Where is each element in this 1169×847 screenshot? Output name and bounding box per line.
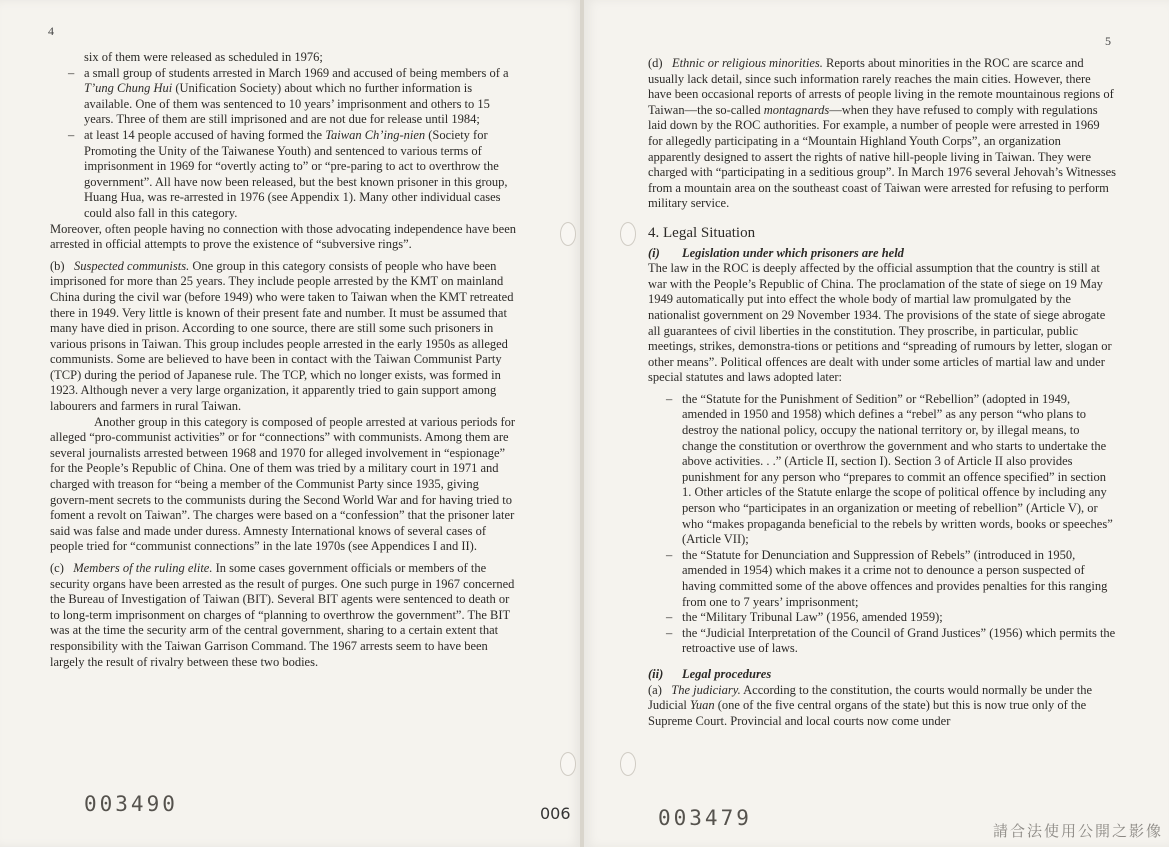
paragraph: (c) Members of the ruling elite. In some cases government officials or members of the security organs have been arrested as the result of purges. One such purge in 1967 concerned the Bureau of Investigation of Taiwan (BIT). Several BIT agents were sentenced to death or to long-term imprisonment on charges of “planning to overthrow the government”. The BIT was at the time the security arm of the central government, sharing to a certain extent that responsibility with the Taiwan Garrison Command. The 1967 arrests seem to have been largely the result of rivalry between these two bodies.	[50, 561, 515, 669]
right-page-text	[648, 56, 1116, 729]
subsection-number: (i)	[648, 245, 660, 260]
subsection-heading	[648, 667, 1116, 683]
document-stamp-number: 003490	[84, 792, 178, 816]
right-page	[584, 0, 1169, 847]
binding-hole	[620, 222, 636, 246]
paragraph: The law in the ROC is deeply affected by the official assumption that the country is still at war with the People’s Republic of China. The proclamation of the state of siege on 19 May 1949 automatically put into effect the whole body of martial law promulgated by the nationalist government on 29 November 1934. The provisions of the state of siege abrogate all guarantees of civil liberties in the constitution. They proscribe, in particular, public meetings, strikes, demonstra-tions or petitions and “spreading of rumours by letter, slogan or other means”. Political offences are dealt with under some articles of martial law and under special statutes and laws adopted later:	[648, 261, 1112, 385]
paragraph: (d) Ethnic or religious minorities. Reports about minorities in the ROC are scarce and usually lack detail, since such information rarely reaches the main cities. However, there have been occasional reports of arrests of people living in the remote mountainous regions of Taiwan—the so-called montagnards—when they have refused to comply with regulations laid down by the ROC authorities. For example, a number of people were arrested in 1969 for allegedly participating in a “Mountain Highland Youth Corps”, an organization apparently designed to assert the rights of native hill-people living in Taiwan. They were charged with “participating in a seditious group”. In March 1976 several Jehovah’s Witnesses from a mountain area on the southeast coast of Taiwan were arrested for refusing to perform military service.	[648, 56, 1117, 211]
watermark: 請合法使用公開之影像	[992, 822, 1163, 840]
binding-hole	[620, 752, 636, 776]
list-item: – the “Judicial Interpretation of the Council of Grand Justices” (1956) which permits the retroactive use of laws.	[648, 626, 1116, 657]
subsection-title: Legal procedures	[682, 666, 772, 681]
document-stamp-number: 003479	[658, 806, 752, 830]
subsection-number: (ii)	[648, 666, 664, 681]
binding-hole	[560, 752, 576, 776]
paragraph: (a) The judiciary. According to the constitution, the courts would normally be under the Judicial Yuan (one of the five central organs of the state) but this is now true only of the Supreme Court. Provincial and local courts now come under	[648, 682, 1093, 728]
page-number: 4	[48, 24, 54, 38]
list-item: – the “Statute for Denunciation and Suppression of Rebels” (introduced in 1950, amended in 1954) which makes it a crime not to denounce a person suspected of having committed some of the above offences and provides penalties for this ranging from one to 7 years’ imprisonment;	[648, 548, 1116, 610]
subsection-heading	[648, 246, 1116, 262]
left-page-text	[50, 50, 520, 670]
list-item: – the “Military Tribunal Law” (1956, amended 1959);	[648, 610, 1116, 626]
binding-hole	[560, 222, 576, 246]
page-number: 5	[1105, 34, 1111, 48]
subsection-title: Legislation under which prisoners are held	[682, 245, 904, 260]
paragraph: Moreover, often people having no connection with those advocating independence have been arrested in official attempts to prove the existence of “subversive rings”.	[50, 221, 517, 252]
left-page	[0, 0, 582, 847]
list-item: – a small group of students arrested in March 1969 and accused of being members of a T’ung Chung Hui (Unification Society) about which no further information is available. One of them was sentenced to 10 years’ imprisonment and others to 15 years. Three of them are still imprisoned and are not due for release until 1984;	[50, 66, 520, 128]
paragraph: six of them were released as scheduled in 1976;	[84, 50, 323, 64]
paragraph: (b) Suspected communists. One group in this category consists of people who have been imprisoned for more than 25 years. They include people arrested by the KMT on mainland China during the civil war (before 1949) who were taken to Taiwan when the KMT retreated there in 1949. Very little is known of their present fate and number. It must be assumed that many have died in prison. According to one source, there are still some such prisoners in various prisons in Taiwan. This group includes people arrested in the early 1950s as alleged communists. Some are believed to have been in contact with the Taiwan Communist Party (TCP) during the period of Japanese rule. The TCP, which no longer exists, was formed in 1923. Although never a very large organization, it apparently tried to gain support among labourers and farmers in rural Taiwan.	[50, 258, 514, 414]
handwritten-page-mark: 006	[540, 804, 571, 823]
section-heading: 4. Legal Situation	[648, 224, 756, 241]
paragraph: Another group in this category is composed of people arrested at various periods for alleged “pro-communist activities” or for “connections” with communists. Among them are several journalists arrested between 1968 and 1970 for alleged involvement in “espionage” for the People’s Republic of China. One of them was tried by a military court in 1971 and charged with treason for “being a member of the Communist Party since 1935, giving govern-ment secrets to the communists during the Second World War and for having tried to foment a revolt on Taiwan”. The charges were based on a “confession” that the prisoner later said was false and made under duress. Amnesty International knows of several cases of people tried for “communist connections” in the late 1970s (see Appendices I and II).	[50, 414, 516, 554]
list-item: – the “Statute for the Punishment of Sedition” or “Rebellion” (adopted in 1949, amended in 1950 and 1958) which defines a “rebel” as any person “who plans to destroy the national policy, occupy the national territory or, by illegal means, to change the constitution or overthrow the government and who starts to undertake the above activities. . .” (Article II, section I). Section 3 of Article II also provides punishment for any person who “prepares to commit an offence specified” in section 1. Other articles of the Statute enlarge the scope of political offence by including any person who “participates in an organization or meeting of rebellion” (Article V), or who “makes propaganda beneficial to the rebels by written words, books or speeches” (Article VII);	[648, 392, 1116, 548]
list-item: – at least 14 people accused of having formed the Taiwan Ch’ing-nien (Society for Promoting the Unity of the Taiwanese Youth) and sentenced to various terms of imprisonment in 1969 for “overtly acting to” or “pre-paring to act to overthrow the government”. All have now been released, but the best known prisoner in this group, Huang Hua, was re-arrested in 1976 (see Appendix 1). Many other individual cases could also fall in this category.	[50, 128, 520, 222]
